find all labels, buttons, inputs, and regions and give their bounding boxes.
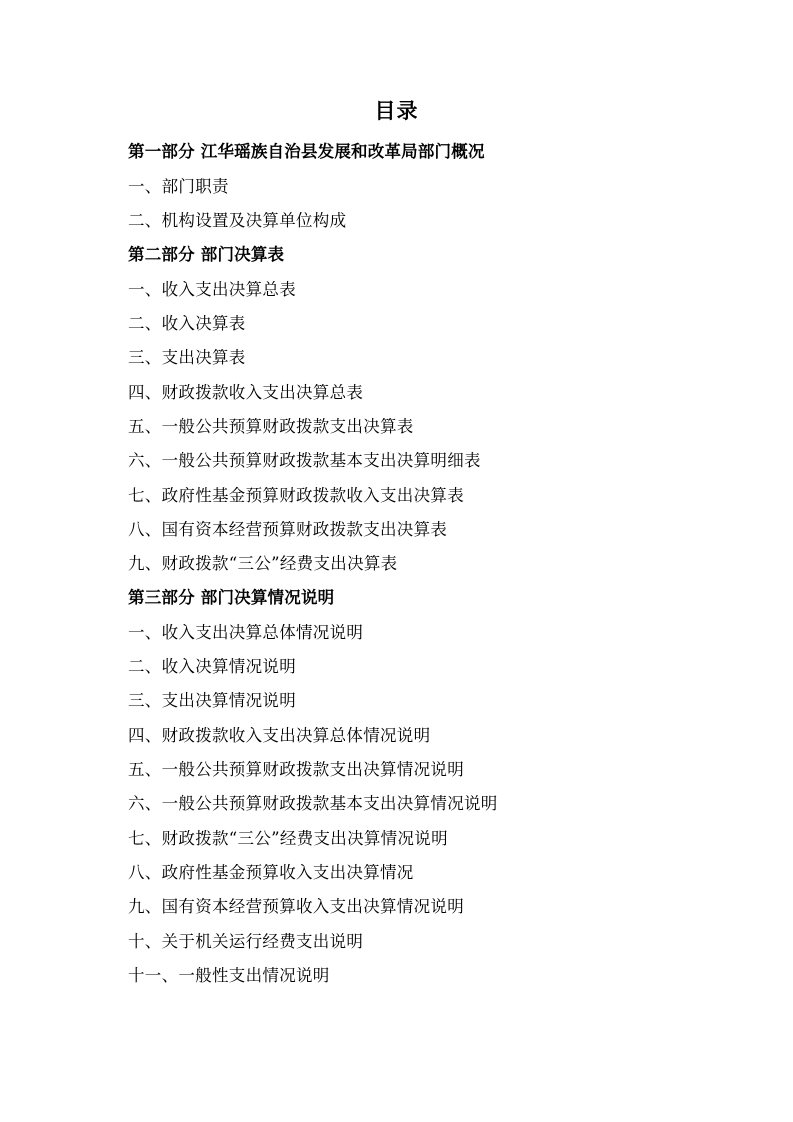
toc-part-heading[interactable]: 第三部分 部门决算情况说明 [128, 588, 335, 608]
toc-item[interactable]: 五、一般公共预算财政拨款支出决算表 [128, 416, 414, 436]
toc-part-heading[interactable]: 第一部分 江华瑶族自治县发展和改革局部门概况 [128, 142, 485, 162]
toc-item[interactable]: 二、收入决算情况说明 [128, 657, 296, 677]
toc-item[interactable]: 五、一般公共预算财政拨款支出决算情况说明 [128, 760, 464, 780]
toc-item[interactable]: 四、财政拨款收入支出决算总表 [128, 382, 364, 402]
page-title: 目录 [374, 98, 419, 123]
toc-item[interactable]: 七、政府性基金预算财政拨款收入支出决算表 [128, 485, 464, 505]
toc-item[interactable]: 十、关于机关运行经费支出说明 [128, 931, 364, 951]
toc-item[interactable]: 一、收入支出决算总体情况说明 [128, 622, 364, 642]
toc-item[interactable]: 九、国有资本经营预算收入支出决算情况说明 [128, 897, 464, 917]
table-of-contents [128, 143, 665, 984]
toc-item[interactable]: 三、支出决算表 [128, 348, 246, 368]
toc-item[interactable]: 四、财政拨款收入支出决算总体情况说明 [128, 725, 431, 745]
toc-item[interactable]: 六、一般公共预算财政拨款基本支出决算明细表 [128, 451, 481, 471]
toc-item[interactable]: 七、财政拨款“三公”经费支出决算情况说明 [128, 828, 448, 848]
toc-item[interactable]: 二、收入决算表 [128, 313, 246, 333]
toc-item[interactable]: 八、国有资本经营预算财政拨款支出决算表 [128, 519, 448, 539]
toc-item[interactable]: 九、财政拨款“三公”经费支出决算表 [128, 554, 398, 574]
toc-item[interactable]: 六、一般公共预算财政拨款基本支出决算情况说明 [128, 794, 498, 814]
toc-item[interactable]: 一、收入支出决算总表 [128, 279, 296, 299]
toc-item[interactable]: 十一、一般性支出情况说明 [128, 965, 330, 985]
toc-part-heading[interactable]: 第二部分 部门决算表 [128, 245, 285, 265]
toc-item[interactable]: 二、机构设置及决算单位构成 [128, 211, 347, 231]
toc-item[interactable]: 一、部门职责 [128, 176, 229, 196]
toc-item[interactable]: 八、政府性基金预算收入支出决算情况 [128, 862, 414, 882]
toc-item[interactable]: 三、支出决算情况说明 [128, 691, 296, 711]
